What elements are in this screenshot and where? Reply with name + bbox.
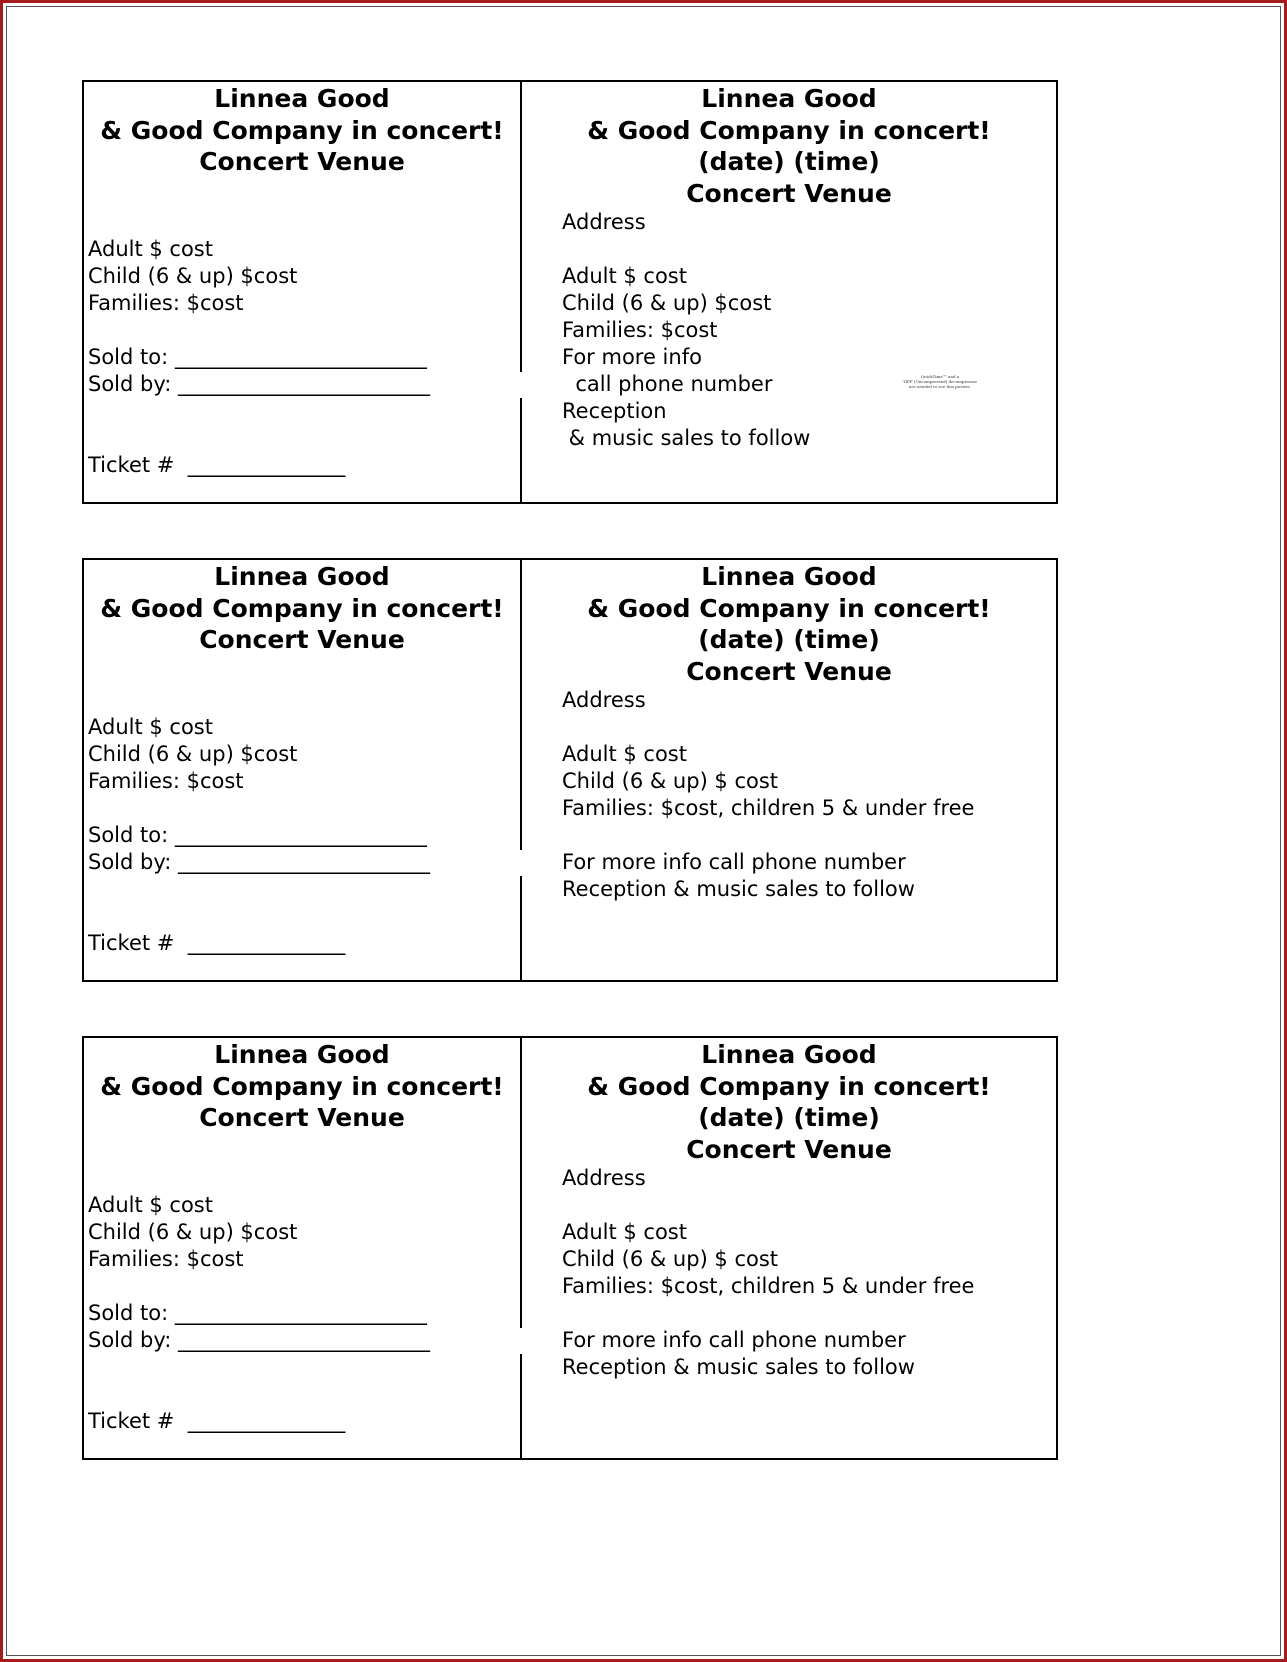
stub-child-price: Child (6 & up) $cost (88, 1220, 298, 1244)
ticket-main (522, 82, 1056, 502)
main-adult-price: Adult $ cost (562, 264, 687, 288)
stub-heading-line: & Good Company in concert! (100, 115, 504, 145)
main-address: Address (562, 1166, 646, 1190)
main-heading-line: (date) (time) (698, 147, 880, 176)
stub-heading-line: & Good Company in concert! (100, 1071, 504, 1101)
main-adult-price: Adult $ cost (562, 1220, 687, 1244)
main-reception: Reception & music sales to follow (562, 877, 915, 901)
stub-adult-price: Adult $ cost (88, 715, 213, 739)
main-more-info: For more info (562, 345, 702, 369)
stub-ticket-number: Ticket # _______________ (88, 453, 346, 477)
main-heading (522, 561, 1056, 687)
stub-heading (84, 83, 520, 178)
quicktime-placeholder-note (900, 374, 980, 389)
stub-heading-line: Linnea Good (214, 84, 390, 113)
stub-adult-price: Adult $ cost (88, 237, 213, 261)
main-heading-line: (date) (time) (698, 625, 880, 654)
main-adult-price: Adult $ cost (562, 742, 687, 766)
stub-heading-line: Linnea Good (214, 1040, 390, 1069)
main-music-sales: & music sales to follow (562, 426, 811, 450)
stub-heading-line: Concert Venue (199, 147, 405, 176)
ticket-stub (84, 82, 520, 502)
stub-adult-price: Adult $ cost (88, 1193, 213, 1217)
stub-sold-by: Sold by: ________________________ (88, 850, 430, 874)
main-heading-line: Linnea Good (701, 84, 877, 113)
main-heading (522, 83, 1056, 209)
ticket-1 (82, 80, 1058, 504)
stub-family-price: Families: $cost (88, 291, 244, 315)
stub-child-price: Child (6 & up) $cost (88, 264, 298, 288)
main-child-price: Child (6 & up) $ cost (562, 769, 779, 793)
quicktime-note-line: are needed to see this picture. (909, 384, 971, 389)
stub-heading-line: Linnea Good (214, 562, 390, 591)
stub-sold-by: Sold by: ________________________ (88, 372, 430, 396)
main-address: Address (562, 688, 646, 712)
main-heading-line: Concert Venue (686, 178, 892, 208)
stub-family-price: Families: $cost (88, 769, 244, 793)
main-address: Address (562, 210, 646, 234)
main-family-price: Families: $cost (562, 318, 718, 342)
main-heading-line: Linnea Good (701, 1040, 877, 1069)
main-reception: Reception & music sales to follow (562, 1355, 915, 1379)
main-more-info: For more info call phone number (562, 850, 906, 874)
ticket-stub (84, 1038, 520, 1458)
main-heading-line: Linnea Good (701, 562, 877, 591)
main-heading-line: Concert Venue (686, 656, 892, 686)
main-child-price: Child (6 & up) $ cost (562, 1247, 779, 1271)
main-child-price: Child (6 & up) $cost (562, 291, 772, 315)
main-heading-line: & Good Company in concert! (587, 115, 991, 145)
stub-ticket-number: Ticket # _______________ (88, 931, 346, 955)
stub-sold-to: Sold to: ________________________ (88, 1301, 427, 1325)
main-phone: call phone number (562, 372, 773, 396)
main-heading-line: (date) (time) (698, 1103, 880, 1132)
stub-heading (84, 1039, 520, 1134)
stub-heading-line: Concert Venue (199, 1103, 405, 1132)
quicktime-note-line: TIFF (Uncompressed) decompressor (902, 379, 978, 384)
quicktime-note-line: QuickTime™ and a (920, 374, 960, 379)
main-heading (522, 1039, 1056, 1165)
main-family-price: Families: $cost, children 5 & under free (562, 1274, 975, 1298)
stub-ticket-number: Ticket # _______________ (88, 1409, 346, 1433)
main-heading-line: Concert Venue (686, 1134, 892, 1164)
ticket-main (522, 1038, 1056, 1458)
main-heading-line: & Good Company in concert! (587, 593, 991, 623)
main-reception: Reception (562, 399, 667, 423)
ticket-2 (82, 558, 1058, 982)
stub-heading (84, 561, 520, 656)
stub-heading-line: Concert Venue (199, 625, 405, 654)
main-heading-line: & Good Company in concert! (587, 1071, 991, 1101)
ticket-stub (84, 560, 520, 980)
stub-sold-by: Sold by: ________________________ (88, 1328, 430, 1352)
stub-family-price: Families: $cost (88, 1247, 244, 1271)
ticket-3 (82, 1036, 1058, 1460)
stub-heading-line: & Good Company in concert! (100, 593, 504, 623)
ticket-main (522, 560, 1056, 980)
stub-child-price: Child (6 & up) $cost (88, 742, 298, 766)
stub-sold-to: Sold to: ________________________ (88, 345, 427, 369)
main-family-price: Families: $cost, children 5 & under free (562, 796, 975, 820)
stub-sold-to: Sold to: ________________________ (88, 823, 427, 847)
main-more-info: For more info call phone number (562, 1328, 906, 1352)
